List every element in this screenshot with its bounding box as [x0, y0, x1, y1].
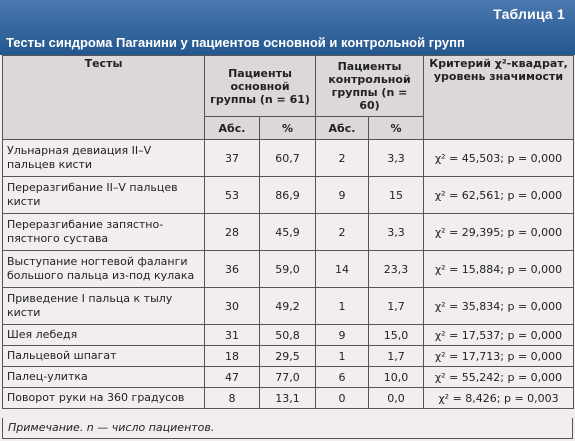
col-header-control-group: Пациенты контрольной группы (n = 60)	[316, 56, 424, 117]
main-abs: 28	[205, 214, 260, 251]
ctrl-pct: 15,0	[369, 325, 424, 346]
col-header-main-pct: %	[260, 117, 316, 140]
ctrl-abs: 2	[316, 140, 369, 177]
main-pct: 29,5	[260, 346, 316, 367]
ctrl-pct: 0,0	[369, 388, 424, 409]
ctrl-abs: 9	[316, 177, 369, 214]
main-abs: 37	[205, 140, 260, 177]
ctrl-pct: 23,3	[369, 251, 424, 288]
main-abs: 18	[205, 346, 260, 367]
ctrl-abs: 6	[316, 367, 369, 388]
ctrl-pct: 3,3	[369, 214, 424, 251]
ctrl-pct: 10,0	[369, 367, 424, 388]
ctrl-pct: 3,3	[369, 140, 424, 177]
main-pct: 77,0	[260, 367, 316, 388]
main-pct: 86,9	[260, 177, 316, 214]
criterion-value: χ² = 8,426; p = 0,003	[424, 388, 574, 409]
ctrl-abs: 9	[316, 325, 369, 346]
table-row	[3, 214, 574, 251]
criterion-value: χ² = 35,834; p = 0,000	[424, 288, 574, 325]
table-row	[3, 288, 574, 325]
main-pct: 59,0	[260, 251, 316, 288]
test-name: Выступание ногтевой фаланги большого пальца из-под кулака	[3, 251, 205, 288]
table-number: Таблица 1	[493, 6, 565, 22]
ctrl-abs: 2	[316, 214, 369, 251]
main-pct: 49,2	[260, 288, 316, 325]
table-row	[3, 177, 574, 214]
criterion-value: χ² = 45,503; p = 0,000	[424, 140, 574, 177]
test-name: Палец-улитка	[3, 367, 205, 388]
table-row	[3, 367, 574, 388]
table-note: Примечание. n — число пациентов.	[2, 418, 573, 439]
ctrl-pct: 15	[369, 177, 424, 214]
test-name: Переразгибание запястно-пястного сустава	[3, 214, 205, 251]
col-header-ctrl-pct: %	[369, 117, 424, 140]
ctrl-abs: 0	[316, 388, 369, 409]
test-name: Поворот руки на 360 градусов	[3, 388, 205, 409]
main-abs: 30	[205, 288, 260, 325]
main-abs: 8	[205, 388, 260, 409]
table-row	[3, 346, 574, 367]
criterion-value: χ² = 17,713; p = 0,000	[424, 346, 574, 367]
test-name: Приведение I пальца к тылу кисти	[3, 288, 205, 325]
col-header-main-group: Пациенты основной группы (n = 61)	[205, 56, 316, 117]
table-row	[3, 325, 574, 346]
table-row	[3, 388, 574, 409]
criterion-value: χ² = 17,537; p = 0,000	[424, 325, 574, 346]
ctrl-abs: 14	[316, 251, 369, 288]
main-abs: 53	[205, 177, 260, 214]
col-header-main-abs: Абс.	[205, 117, 260, 140]
test-name: Ульнарная девиация II–V пальцев кисти	[3, 140, 205, 177]
main-pct: 50,8	[260, 325, 316, 346]
col-header-ctrl-abs: Абс.	[316, 117, 369, 140]
title-band	[0, 0, 575, 55]
ctrl-abs: 1	[316, 346, 369, 367]
table-row	[3, 251, 574, 288]
table-title: Тесты синдрома Паганини у пациентов основной и контрольной групп	[6, 35, 465, 50]
col-header-criterion: Критерий χ²-квадрат, уровень значимости	[424, 56, 574, 140]
main-abs: 31	[205, 325, 260, 346]
test-name: Шея лебедя	[3, 325, 205, 346]
data-table	[2, 55, 574, 409]
col-header-tests: Тесты	[3, 56, 205, 140]
test-name: Переразгибание II–V пальцев кисти	[3, 177, 205, 214]
header-row	[3, 56, 574, 117]
main-abs: 36	[205, 251, 260, 288]
criterion-value: χ² = 15,884; p = 0,000	[424, 251, 574, 288]
main-abs: 47	[205, 367, 260, 388]
main-pct: 45,9	[260, 214, 316, 251]
ctrl-pct: 1,7	[369, 288, 424, 325]
table-row	[3, 140, 574, 177]
criterion-value: χ² = 55,242; p = 0,000	[424, 367, 574, 388]
ctrl-pct: 1,7	[369, 346, 424, 367]
criterion-value: χ² = 29,395; p = 0,000	[424, 214, 574, 251]
main-pct: 13,1	[260, 388, 316, 409]
main-pct: 60,7	[260, 140, 316, 177]
test-name: Пальцевой шпагат	[3, 346, 205, 367]
ctrl-abs: 1	[316, 288, 369, 325]
criterion-value: χ² = 62,561; p = 0,000	[424, 177, 574, 214]
